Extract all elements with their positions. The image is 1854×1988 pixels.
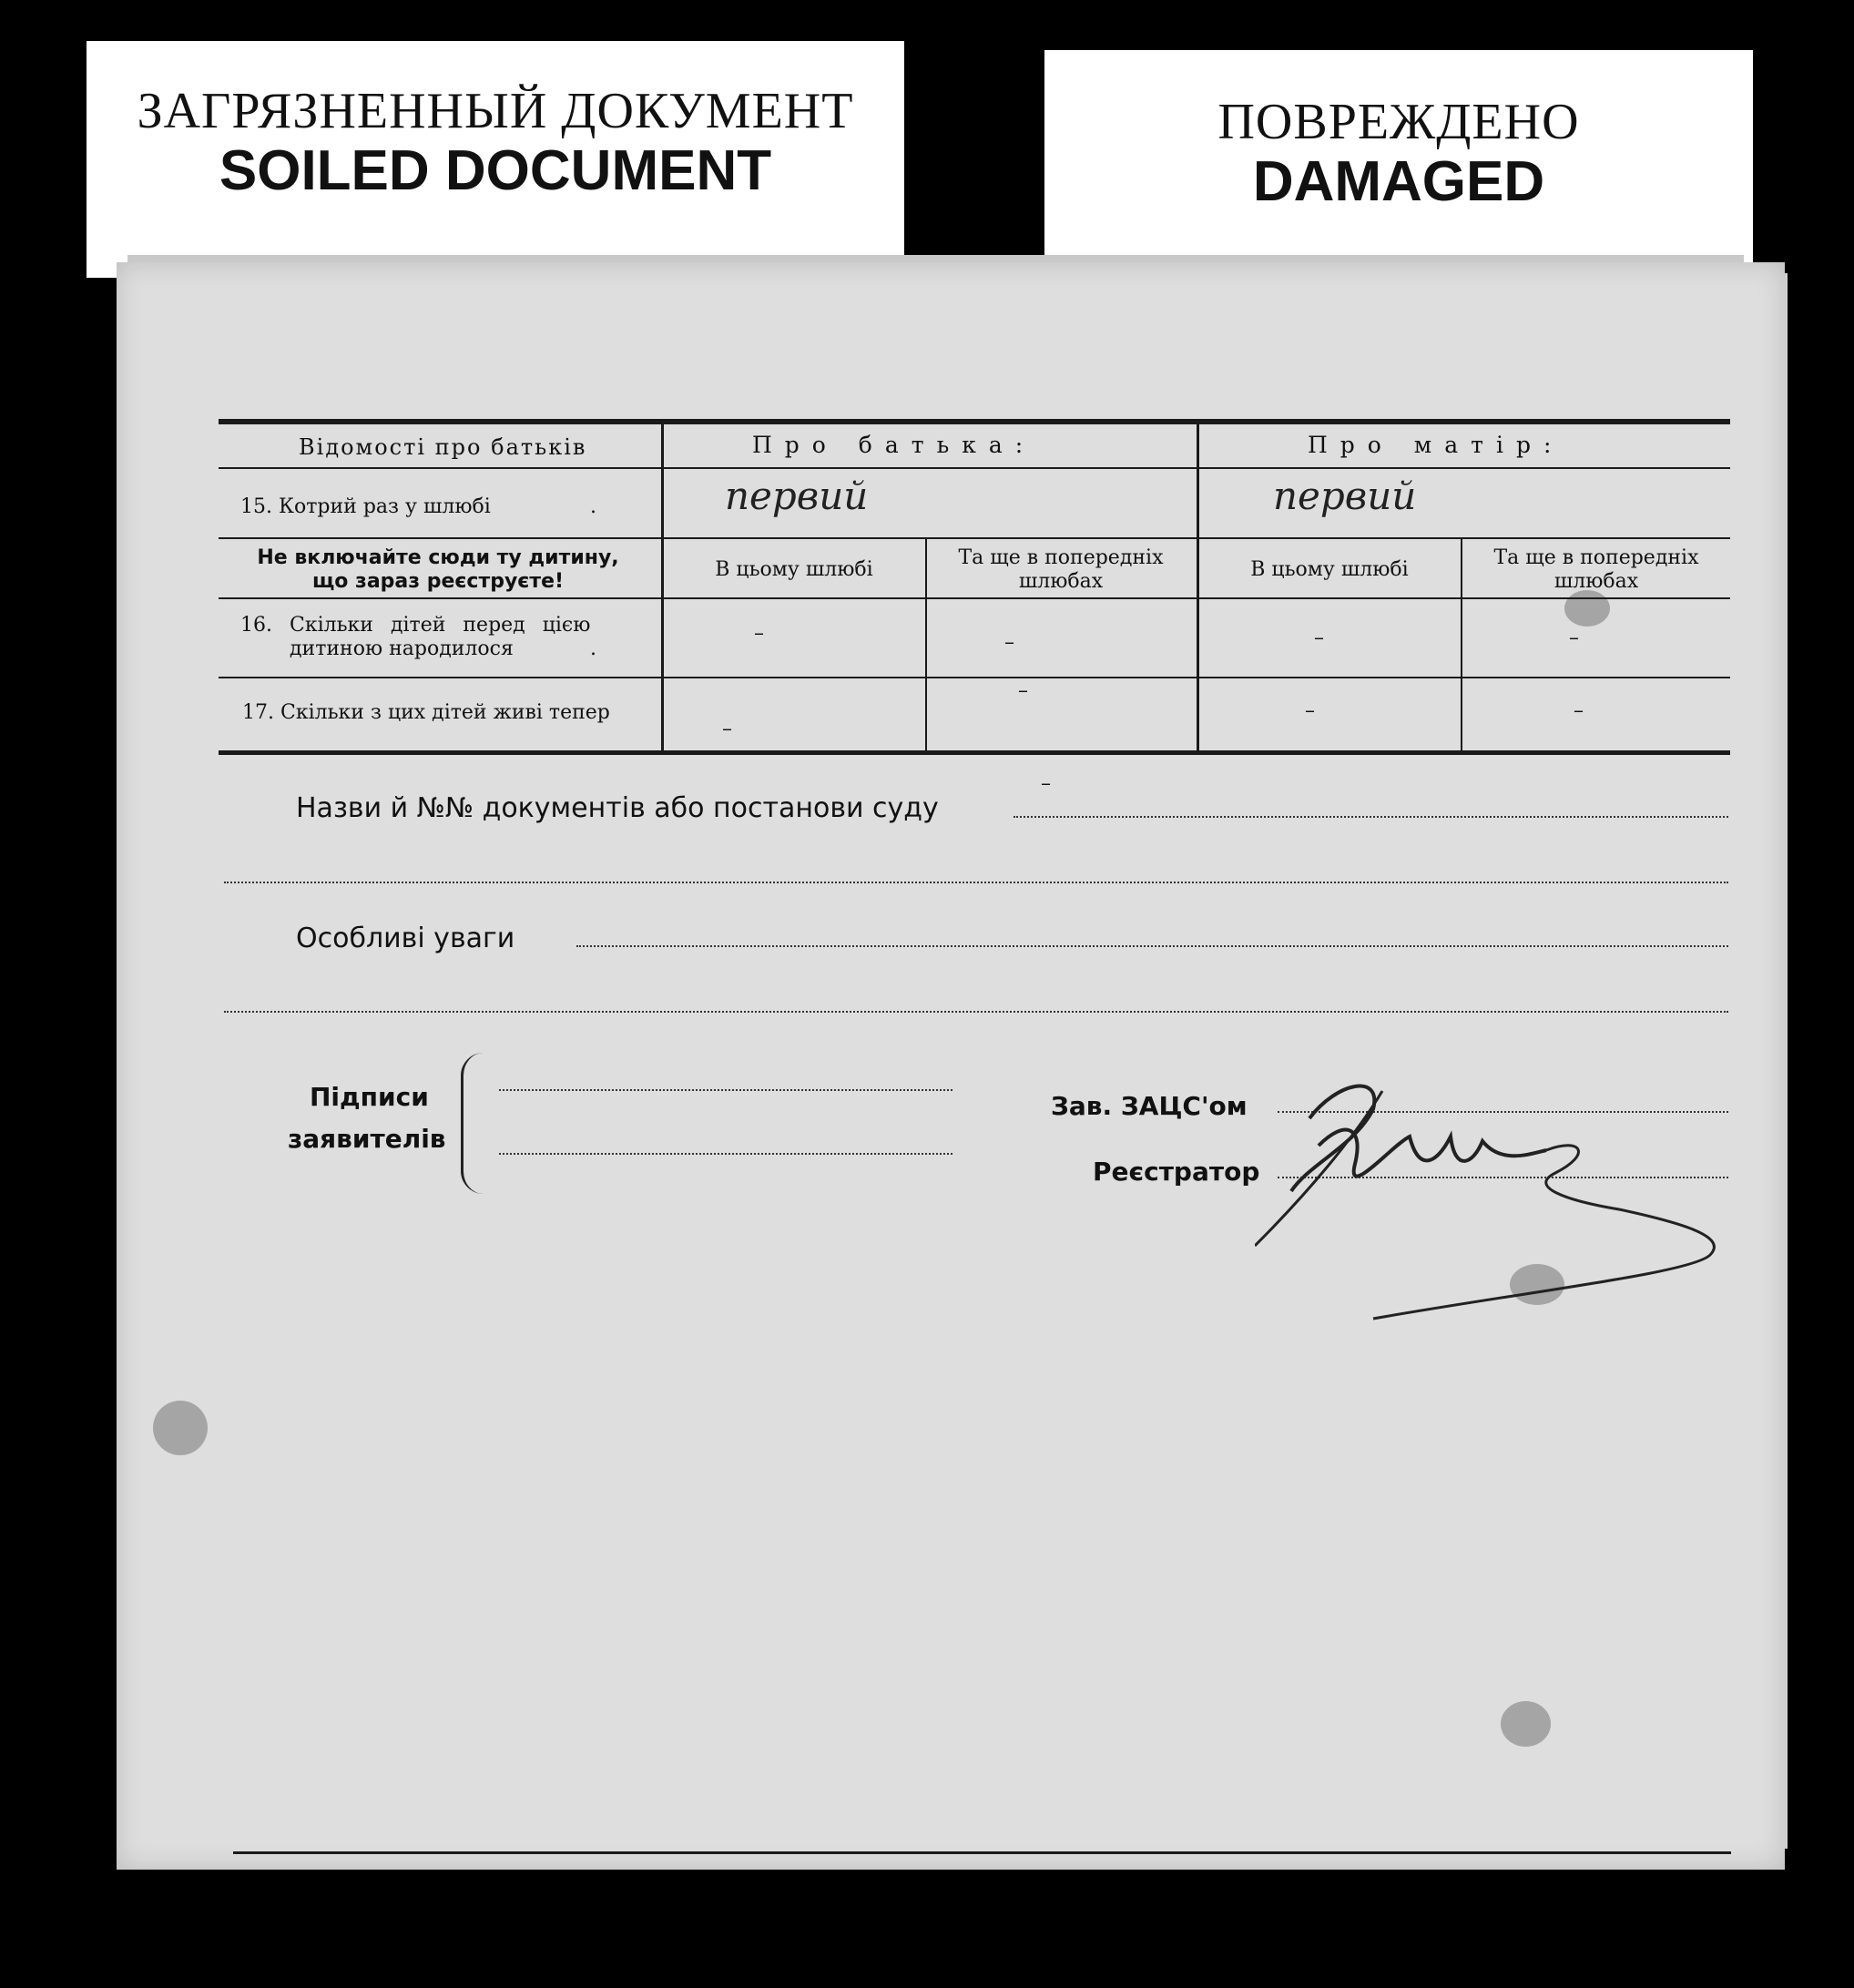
stain <box>153 1401 208 1455</box>
row17-value: – <box>1574 699 1584 722</box>
table-bottom-rule <box>219 750 1730 755</box>
damaged-label-ru: ПОВРЕЖДЕНО <box>1217 94 1580 150</box>
soiled-label-en: SOILED DOCUMENT <box>219 139 772 202</box>
mother-this-marriage: В цьому шлюбі <box>1250 558 1409 581</box>
row15-mother-value: первий <box>1273 474 1417 518</box>
note-line1: Не включайте сюди ту дитину, <box>257 546 619 569</box>
remarks-line <box>576 945 1728 947</box>
table-top-rule <box>219 419 1730 424</box>
brace <box>461 1053 484 1194</box>
column-divider <box>925 537 927 752</box>
mother-previous-marriages: Та ще в попередніх шлюбах <box>1493 546 1699 593</box>
head-of-registry-label: Зав. ЗАЦС'ом <box>1051 1091 1248 1121</box>
row16-value: – <box>754 622 764 645</box>
applicants-signatures-line2: заявителів <box>288 1124 446 1154</box>
row15-dots: . <box>590 495 596 518</box>
documents-field-value: – <box>1041 772 1051 795</box>
row17-value: – <box>1305 699 1315 722</box>
soiled-document-label <box>87 41 904 278</box>
documents-line-2 <box>224 882 1728 883</box>
ink-stain <box>1564 590 1610 627</box>
documents-field-label: Назви й №№ документів або постанови суду <box>296 792 939 824</box>
registrar-signature <box>1255 1064 1737 1355</box>
column-divider <box>661 424 664 752</box>
row17-label: 17. Скільки з цих дітей живі тепер <box>242 701 610 724</box>
row16-value: – <box>1004 631 1014 654</box>
row15-father-value: первий <box>725 474 869 518</box>
note-line2: що зараз реєструєте! <box>311 570 565 593</box>
applicant-signature-line <box>499 1089 952 1091</box>
row16-label-line2: дитиною народилося <box>290 637 514 660</box>
father-this-marriage: В цьому шлюбі <box>715 558 873 581</box>
applicant-signature-line <box>499 1153 952 1155</box>
row16-value: – <box>1314 627 1324 649</box>
soiled-label-ru: ЗАГРЯЗНЕННЫЙ ДОКУМЕНТ <box>137 83 854 139</box>
registrar-label: Реєстратор <box>1093 1157 1260 1187</box>
documents-line <box>1014 816 1728 818</box>
damaged-label-en: DAMAGED <box>1252 150 1545 213</box>
column-divider <box>1197 424 1199 752</box>
row16-label-line1: 16. Скільки дітей перед цією <box>240 614 591 637</box>
header-father: Про батька: <box>752 432 1036 458</box>
column-divider <box>1461 537 1462 752</box>
table-rule <box>219 597 1730 599</box>
document-sheet <box>117 262 1785 1870</box>
table-rule <box>219 677 1730 678</box>
table-rule <box>219 537 1730 539</box>
remarks-field-label: Особливі уваги <box>296 923 515 954</box>
damaged-document-label <box>1044 50 1753 278</box>
row16-value: – <box>1569 627 1579 649</box>
ink-stain <box>1501 1701 1551 1747</box>
header-mother: Про матір: <box>1308 432 1564 458</box>
header-parents-info: Відомості про батьків <box>299 434 587 460</box>
table-rule <box>219 467 1730 469</box>
remarks-line-2 <box>224 1011 1728 1013</box>
row16-dots: . <box>590 637 596 660</box>
applicants-signatures-line1: Підписи <box>310 1082 429 1112</box>
bottom-rule <box>233 1851 1731 1854</box>
father-previous-marriages: Та ще в попередніх шлюбах <box>958 546 1164 593</box>
row17-value: – <box>1018 679 1028 702</box>
row15-label: 15. Котрий раз у шлюбі <box>240 495 491 518</box>
row17-value: – <box>722 718 732 740</box>
